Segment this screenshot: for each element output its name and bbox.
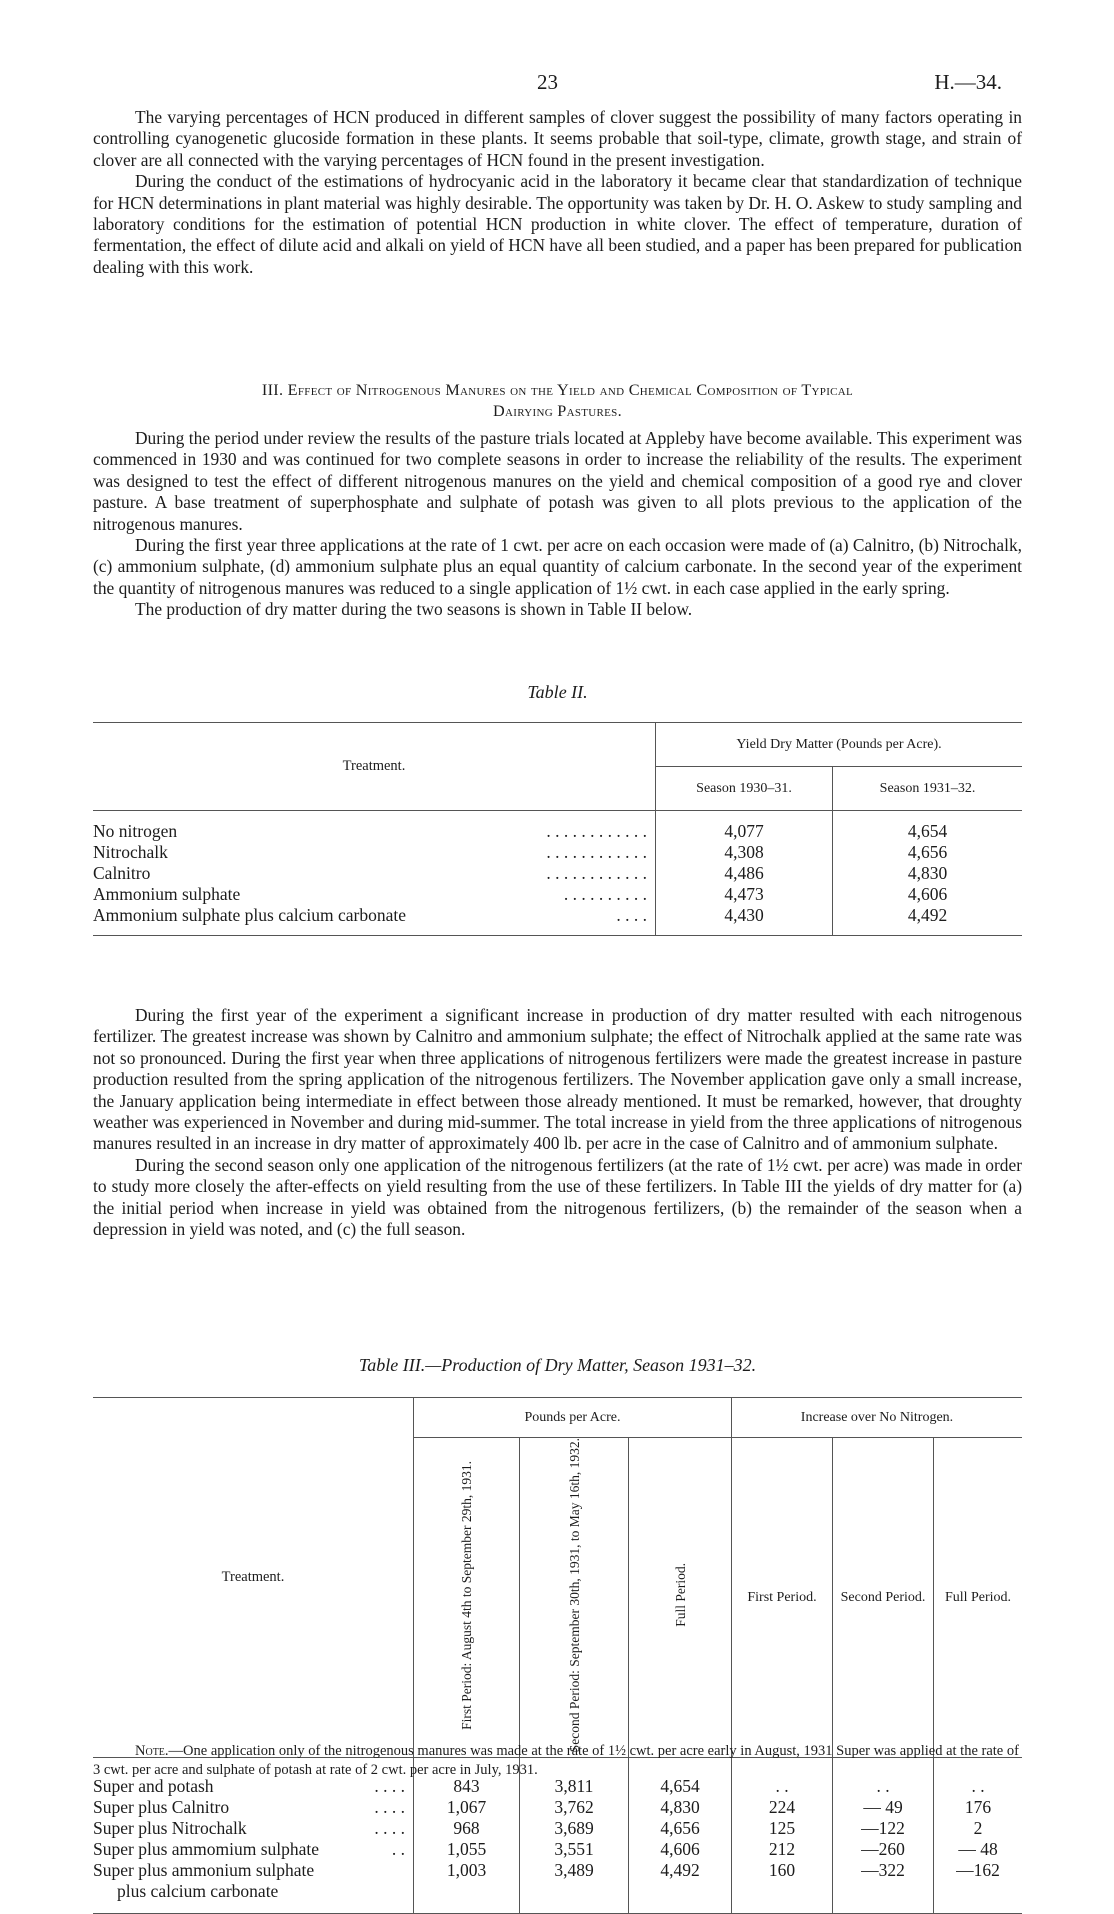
note-text: —One application only of the nitrogenous manures was made at the rate of 1½ cwt. per acre early in August, 1931 Super was applied at the rate of 3 cwt. per acre and sulphate of potash at rate of 2 cwt. per acre in July, 1931.: [93, 1743, 1019, 1778]
table-3-row: [93, 1818, 1022, 1839]
table-2-treatment: Ammonium sulphate: [93, 883, 241, 904]
leader-dots: . . . .: [616, 904, 647, 925]
section-heading-line-2: Dairying Pastures.: [493, 402, 622, 420]
table-3-treatment: Super plus Calnitro: [93, 1796, 230, 1817]
leader-dots: . . . .: [374, 1817, 405, 1838]
table-3-value: 3,811: [520, 1776, 629, 1797]
table-3-value: 4,606: [629, 1839, 732, 1860]
table-3-row: [93, 1860, 1022, 1902]
section-paragraph-2: During the first year three applications at the rate of 1 cwt. per acre on each occasion were made of (a) Calnitro, (b) Nitrochalk, (c) ammonium sulphate, (d) ammonium sulphate plus an equal quantity of calcium carbonate. In the second year of the experiment the quantity of nitrogenous manures was reduced to a single application of 1½ cwt. in each case applied in the early spring.: [93, 535, 1022, 598]
table-3-col-inc-second: Second Period.: [833, 1438, 934, 1758]
page-header: [0, 70, 1114, 100]
table-3-value: . .: [971, 1775, 985, 1796]
table-3-value: . .: [732, 1776, 833, 1797]
table-2-season-1-value: 4,077: [656, 821, 833, 842]
table-3-caption: Table III.—Production of Dry Matter, Season 1931–32.: [358, 1355, 757, 1375]
table-2-season-2-value: 4,656: [907, 841, 948, 862]
table-2-treatment: No nitrogen: [93, 820, 178, 841]
table-3-group-increase: Increase over No Nitrogen.: [732, 1398, 1023, 1438]
table-3-value: 3,489: [520, 1860, 629, 1902]
table-3-value: 3,762: [520, 1797, 629, 1818]
intro-paragraph-2: During the conduct of the estimations of hydrocyanic acid in the laboratory it became clear that standardization of technique for HCN determinations in plant material was highly desirable. The opportunity was taken by Dr. H. O. Askew to study sampling and laboratory conditions for the estimation of potential HCN production in white clover. The effect of temperature, duration of fermentation, the effect of dilute acid and alkali on yield of HCN have all been studied, and a paper has been prepared for publication dealing with this work.: [93, 171, 1022, 277]
table-3-row: [93, 1839, 1022, 1860]
table-3-value: 1,003: [414, 1860, 520, 1902]
table-2-treatment: Nitrochalk: [93, 841, 168, 862]
leader-dots: . . . . . . . . . . . .: [546, 862, 647, 883]
table-3-treatment: Super plus ammonium sulphate: [93, 1859, 315, 1880]
table-3-value: 968: [414, 1818, 520, 1839]
table-3-value: — 49: [833, 1797, 934, 1818]
table-2-caption: Table II.: [527, 682, 588, 702]
discussion-paragraph-1: During the first year of the experiment a significant increase in production of dry matter resulted with each nitrogenous fertilizer. The greatest increase was shown by Calnitro and ammonium sulphate; the effect of Nitrochalk applied at the same rate was not so pronounced. During the first year when three applications of nitrogenous fertilizers were made the greatest increase in pasture production resulted from the spring application of the nitrogenous fertilizers. The November application gave only a small increase, the January application being intermediate in effect between those already mentioned. It must be remarked, however, that droughty weather was experienced in November and during mid-summer. The total increase in yield from the three applications of nitrogenous manures resulted in an increase in dry matter of approximately 400 lb. per acre in the case of Calnitro and of ammonium sulphate.: [93, 1005, 1022, 1154]
table-3-col-inc-full: Full Period.: [944, 1589, 1012, 1605]
section-heading-line-1: III. Effect of Nitrogenous Manures on the Yield and Chemical Composition of Typical: [261, 381, 854, 399]
section-text: [93, 428, 1022, 621]
table-3-treatment: Super plus ammomium sulphate: [93, 1838, 320, 1859]
table-3-treatment: Super plus Nitrochalk: [93, 1817, 247, 1838]
table-3-value: . .: [833, 1776, 934, 1797]
intro-text: [93, 107, 1022, 278]
table-3-value: 4,656: [629, 1818, 732, 1839]
leader-dots: . . . .: [374, 1796, 405, 1817]
table-3-note: [93, 1742, 1022, 1779]
table-2-row: [93, 863, 1022, 884]
leader-dots: . . . . . . . . . .: [563, 883, 647, 904]
table-2-col-season-1: Season 1930–31.: [656, 767, 833, 811]
table-2-group-header: Yield Dry Matter (Pounds per Acre).: [656, 723, 1023, 767]
table-2-row: [93, 842, 1022, 863]
table-3-value: 125: [732, 1818, 833, 1839]
table-2-row: [93, 821, 1022, 842]
table-3-value: — 48: [958, 1838, 998, 1859]
table-3-value: 4,830: [629, 1797, 732, 1818]
table-3-value: 212: [732, 1839, 833, 1860]
table-2-season-2-value: 4,654: [907, 820, 948, 841]
table-3-value: —322: [833, 1860, 934, 1902]
table-3-value: 3,551: [520, 1839, 629, 1860]
table-3-col-full-period: Full Period.: [672, 1563, 688, 1627]
table-2-treatment-header: Treatment.: [93, 723, 656, 811]
table-2-treatment: Ammonium sulphate plus calcium carbonate: [93, 904, 406, 925]
table-2-col-season-2: Season 1931–32.: [879, 780, 976, 796]
table-3-value: 176: [964, 1796, 992, 1817]
section-heading: [93, 380, 1022, 422]
table-2-season-1-value: 4,308: [656, 842, 833, 863]
table-3-value: —162: [956, 1859, 1000, 1880]
table-3-value: 224: [732, 1797, 833, 1818]
table-2-season-2-value: 4,830: [907, 862, 948, 883]
table-2-season-1-value: 4,430: [656, 905, 833, 926]
table-3-value: 4,492: [629, 1860, 732, 1902]
table-3-col-second-period: Second Period: September 30th, 1931, to May 16th, 1932.: [566, 1438, 582, 1753]
table-3-treatment: Super and potash: [93, 1775, 214, 1796]
table-3-col-first-period: First Period: August 4th to September 29th, 1931.: [459, 1460, 474, 1730]
leader-dots: . . . . . . . . . . . .: [546, 820, 647, 841]
table-3-value: —122: [833, 1818, 934, 1839]
table-2-season-2-value: 4,606: [907, 883, 948, 904]
table-2-treatment: Calnitro: [93, 862, 151, 883]
table-2-season-2-value: 4,492: [907, 904, 948, 925]
table-3-col-inc-first: First Period.: [732, 1438, 833, 1758]
leader-dots: . . . . . . . . . . . .: [546, 841, 647, 862]
section-paragraph-1: During the period under review the results of the pasture trials located at Appleby have become available. This experiment was commenced in 1930 and was continued for two complete seasons in order to increase the reliability of the results. The experiment was designed to test the effect of different nitrogenous manures on the yield and chemical composition of a good rye and clover pasture. A base treatment of superphosphate and sulphate of potash was given to all plots previous to the application of the nitrogenous manures.: [93, 428, 1022, 534]
table-3-value: 843: [414, 1776, 520, 1797]
note-label: Note.: [135, 1743, 169, 1759]
table-3-value: 2: [973, 1817, 983, 1838]
table-2-row: [93, 884, 1022, 905]
table-2-season-1-value: 4,473: [656, 884, 833, 905]
leader-dots: . . . .: [374, 1775, 405, 1796]
table-3-treatment-continued: plus calcium carbonate: [117, 1880, 279, 1901]
discussion-text: [93, 1005, 1022, 1240]
document-reference: H.—34.: [934, 70, 1002, 94]
table-2: [93, 722, 1022, 936]
table-3-value: 3,689: [520, 1818, 629, 1839]
intro-paragraph-1: The varying percentages of HCN produced in different samples of clover suggest the possibility of many factors operating in controlling cyanogenetic glucoside formation in these plants. It seems probable that soil-type, climate, growth stage, and strain of clover are all connected with the varying percentages of HCN found in the present investigation.: [93, 107, 1022, 170]
table-3: [93, 1397, 1022, 1914]
table-3-value: 160: [732, 1860, 833, 1902]
table-2-row: [93, 905, 1022, 926]
table-3-value: —260: [833, 1839, 934, 1860]
leader-dots: . .: [391, 1838, 405, 1859]
table-3-value: 4,654: [629, 1776, 732, 1797]
table-3-value: 1,055: [414, 1839, 520, 1860]
table-3-value: 1,067: [414, 1797, 520, 1818]
page-number: 23: [537, 70, 558, 94]
section-paragraph-3: The production of dry matter during the two seasons is shown in Table II below.: [135, 599, 693, 620]
table-3-group-pounds: Pounds per Acre.: [414, 1398, 732, 1438]
table-3-treatment-header: Treatment.: [93, 1398, 414, 1758]
table-2-season-1-value: 4,486: [656, 863, 833, 884]
table-3-row: [93, 1797, 1022, 1818]
discussion-paragraph-2: During the second season only one application of the nitrogenous fertilizers (at the rate of 1½ cwt. per acre) was made in order to study more closely the after-effects on yield resulting from the use of these fertilizers. In Table III the yields of dry matter for (a) the initial period when increase in yield was obtained from the nitrogenous fertilizers, (b) the remainder of the season when a depression in yield was noted, and (c) the full season.: [93, 1154, 1022, 1240]
